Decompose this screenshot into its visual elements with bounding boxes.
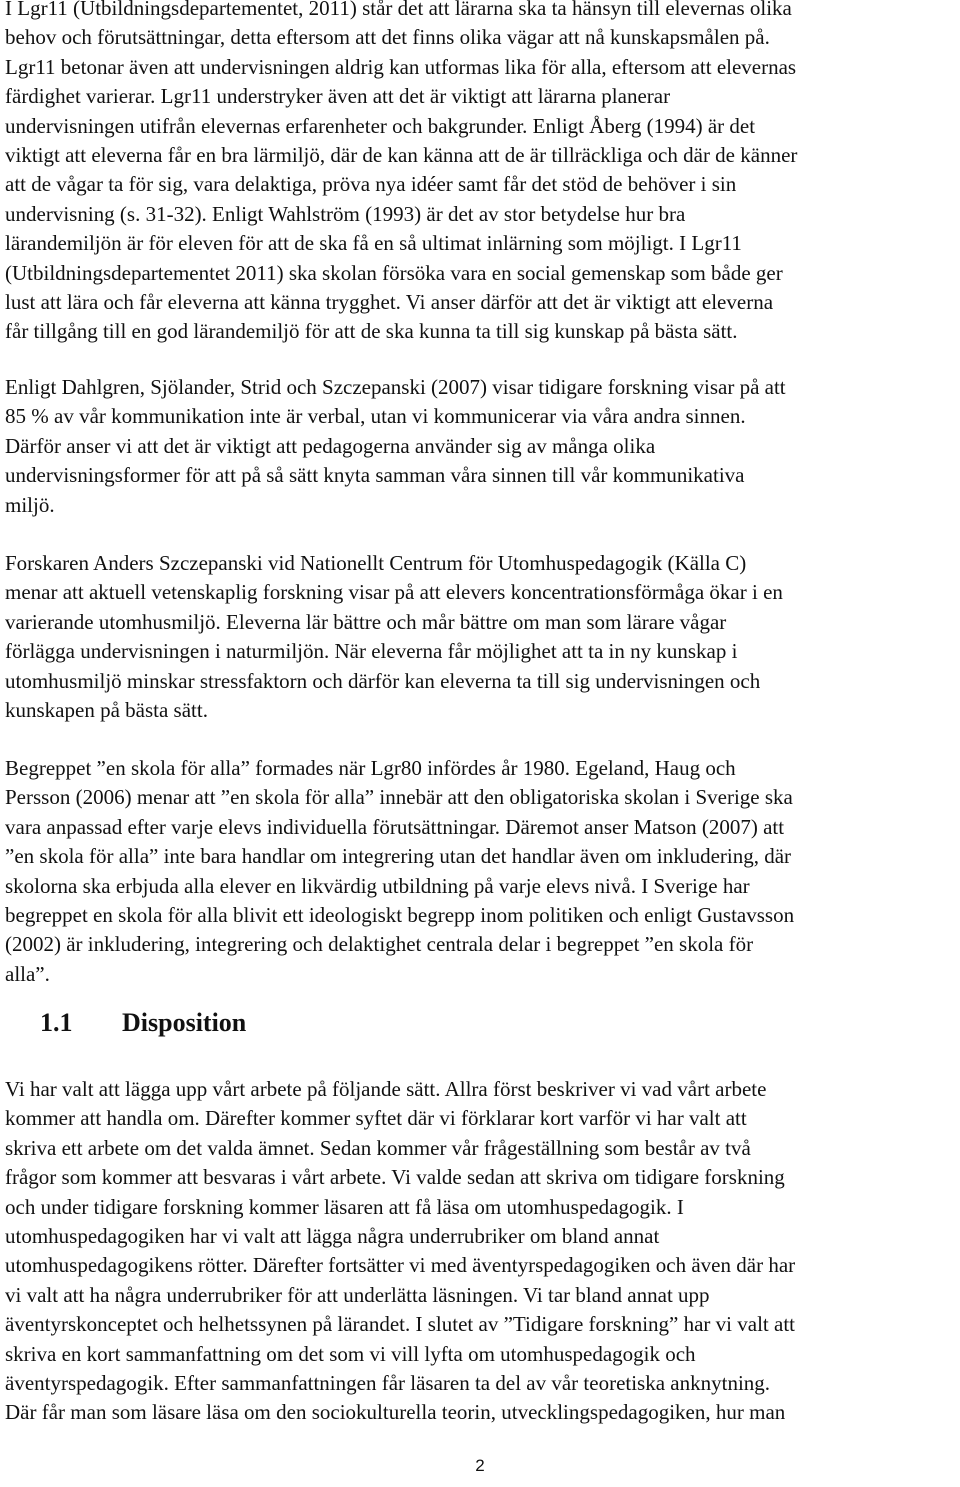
text-line: vara anpassad efter varje elevs individuella förutsättningar. Däremot anser Matson (2007) att: [5, 814, 785, 839]
paragraph-disposition: [5, 1075, 795, 1428]
text-line: behov och förutsättningar, detta eftersom att det finns olika vägar att nå kunskapsmålen på.: [5, 25, 770, 50]
text-line: alla”.: [5, 961, 50, 986]
text-line: undervisning (s. 31-32). Enligt Wahlström (1993) är det av stor betydelse hur bra: [5, 201, 686, 226]
text-line: och under tidigare forskning kommer läsaren att få läsa om utomhuspedagogik. I: [5, 1194, 684, 1219]
text-line: begreppet en skola för alla blivit ett ideologiskt begrepp inom politiken och enligt Gustavsson: [5, 902, 795, 927]
text-line: äventyrspedagogik. Efter sammanfattningen får läsaren ta del av vår teoretiska anknytning.: [5, 1370, 771, 1395]
text-line: skriva ett arbete om det valda ämnet. Sedan kommer vår frågeställning som består av två: [5, 1135, 751, 1160]
text-line: I Lgr11 (Utbildningsdepartementet, 2011) står det att lärarna ska ta hänsyn till elevernas olika: [5, 0, 792, 20]
text-line: (Utbildningsdepartementet 2011) ska skolan försöka vara en social gemenskap som både ger: [5, 260, 783, 285]
text-line: Forskaren Anders Szczepanski vid Nationellt Centrum för Utomhuspedagogik (Källa C): [5, 551, 747, 575]
text-line: utomhusmiljö minskar stressfaktorn och därför kan eleverna ta till sig undervisningen och: [5, 668, 761, 693]
section-heading: [40, 1008, 246, 1038]
text-line: Därför anser vi att det är viktigt att pedagogerna använder sig av många olika: [5, 433, 656, 458]
text-line: undervisningsformer för att på så sätt knyta samman våra sinnen till vår kommunikativa: [5, 463, 745, 488]
text-line: får tillgång till en god lärandemiljö för att de ska kunna ta till sig kunskap på bästa sätt.: [5, 319, 738, 344]
text-line: äventyrskonceptet och helhetssynen på lärandet. I slutet av ”Tidigare forskning” har vi valt att: [5, 1312, 795, 1337]
paragraph-skola-for-alla: [5, 754, 794, 989]
text-line: (2002) är inkludering, integrering och delaktighet centrala delar i begreppet ”en skola för: [5, 932, 754, 957]
section-title: Disposition: [122, 1008, 247, 1037]
text-line: miljö.: [5, 492, 55, 517]
page-number: 2: [475, 1456, 485, 1475]
text-line: lust att lära och får eleverna att känna trygghet. Vi anser därför att det är viktigt att eleverna: [5, 289, 774, 314]
section-number: 1.1: [40, 1008, 73, 1037]
text-line: varierande utomhusmiljö. Eleverna lär bättre och mår bättre om man som lärare vågar: [5, 609, 727, 634]
text-line: Enligt Dahlgren, Sjölander, Strid och Szczepanski (2007) visar tidigare forskning visar på att: [5, 375, 786, 399]
paragraph-lgr11: [5, 0, 797, 347]
text-line: 85 % av vår kommunikation inte är verbal, utan vi kommunicerar via våra andra sinnen.: [5, 404, 746, 429]
text-line: förlägga undervisningen i naturmiljön. När eleverna får möjlighet att ta in ny kunskap i: [5, 639, 738, 664]
paragraph-szczepanski: [5, 549, 783, 725]
text-line: Där får man som läsare läsa om den sociokulturella teorin, utvecklingspedagogiken, hur man: [5, 1400, 786, 1425]
text-line: menar att aktuell vetenskaplig forskning visar på att elevers koncentrationsförmåga ökar i en: [5, 580, 783, 605]
text-line: vi valt att ha några underrubriker för att underlätta läsningen. Vi tar bland annat upp: [5, 1282, 710, 1307]
text-line: skolorna ska erbjuda alla elever en likvärdig utbildning på varje elevs nivå. I Sverige har: [5, 873, 750, 898]
text-line: ”en skola för alla” inte bara handlar om integrering utan det handlar även om inkludering, där: [5, 844, 792, 869]
text-line: Lgr11 betonar även att undervisningen aldrig kan utformas lika för alla, eftersom att elevernas: [5, 54, 797, 79]
text-line: frågor som kommer att besvaras i vårt arbete. Vi valde sedan att skriva om tidigare forskning: [5, 1165, 785, 1190]
text-line: Vi har valt att lägga upp vårt arbete på följande sätt. Allra först beskriver vi vad vårt arbete: [5, 1077, 767, 1101]
text-line: utomhuspedagogiken har vi valt att lägga några underrubriker om bland annat: [5, 1223, 660, 1248]
text-line: kommer att handla om. Därefter kommer syftet där vi förklarar kort varför vi har valt att: [5, 1106, 747, 1131]
paragraph-dahlgren: [5, 373, 786, 520]
text-line: skriva en kort sammanfattning om det som vi vill lyfta om utomhuspedagogik och: [5, 1341, 696, 1366]
text-line: viktigt att eleverna får en bra lärmiljö, där de kan känna att de är tillräckliga och där de känner: [5, 142, 798, 167]
text-line: Persson (2006) menar att ”en skola för alla” innebär att den obligatoriska skolan i Sverige ska: [5, 785, 793, 810]
text-line: färdighet varierar. Lgr11 understryker även att det är viktigt att lärarna planerar: [5, 84, 671, 109]
text-line: Begreppet ”en skola för alla” formades när Lgr80 infördes år 1980. Egeland, Haug och: [5, 756, 736, 780]
text-line: undervisningen utifrån elevernas erfarenheter och bakgrunder. Enligt Åberg (1994) är det: [5, 113, 756, 138]
text-line: att de vågar ta för sig, vara delaktiga, pröva nya idéer samt får det stöd de behöver i sin: [5, 172, 737, 197]
text-line: utomhuspedagogikens rötter. Därefter fortsätter vi med äventyrspedagogiken och även där har: [5, 1253, 796, 1278]
text-line: lärandemiljön är för eleven för att de ska få en så ultimat inlärning som möjligt. I Lgr11: [5, 231, 742, 256]
text-line: kunskapen på bästa sätt.: [5, 697, 208, 722]
